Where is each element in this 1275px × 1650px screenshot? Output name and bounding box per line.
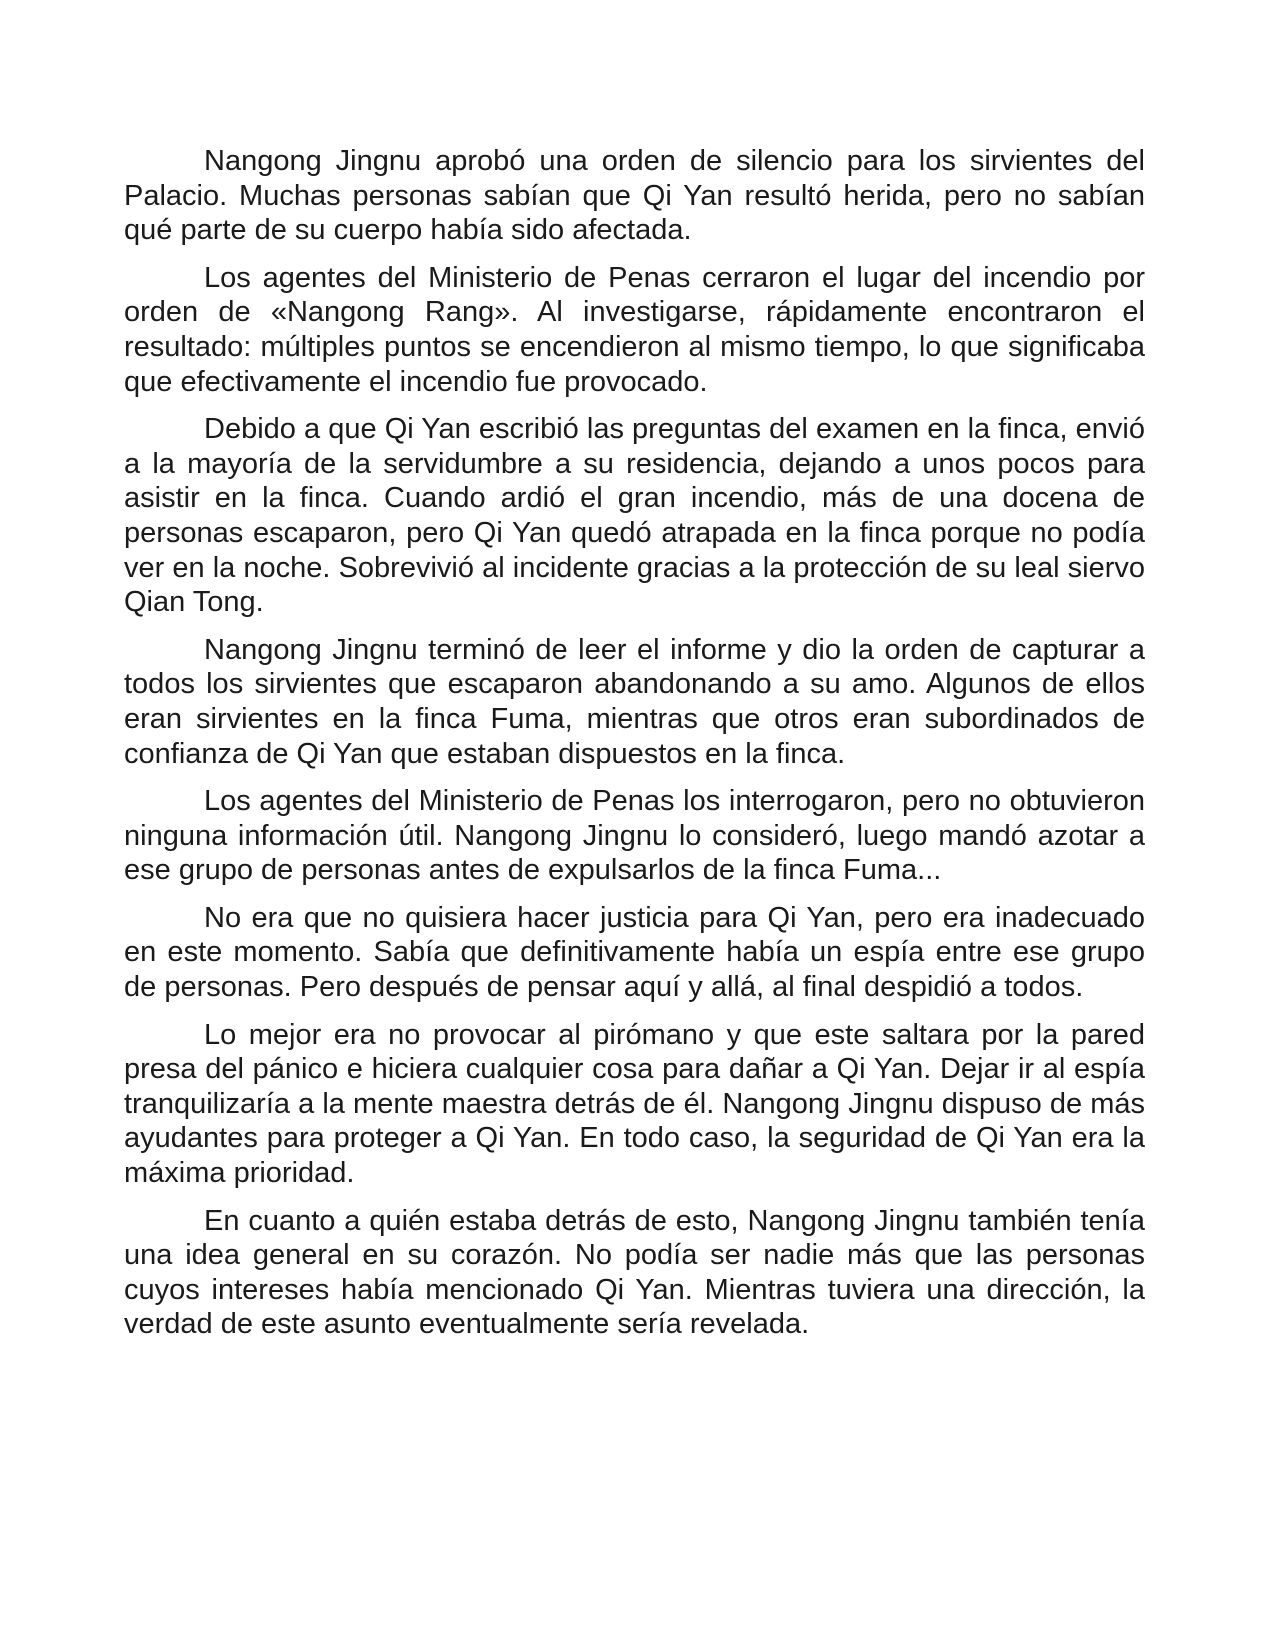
- paragraph-8: En cuanto a quién estaba detrás de esto, Nangong Jingnu también tenía una idea general en su corazón. No podía ser nadie más que las personas cuyos intereses había mencionado Qi Yan. Mientras tuviera una dirección, la verdad de este asunto eventualmente sería revelada.: [124, 1204, 1145, 1341]
- paragraph-7: Lo mejor era no provocar al pirómano y que este saltara por la pared presa del pánico e hiciera cualquier cosa para dañar a Qi Yan. Dejar ir al espía tranquilizaría a la mente maestra detrás de él. Nangong Jingnu dispuso de más ayudantes para proteger a Qi Yan. En todo caso, la seguridad de Qi Yan era la máxima prioridad.: [124, 1018, 1145, 1190]
- paragraph-4: Nangong Jingnu terminó de leer el informe y dio la orden de capturar a todos los sirvientes que escaparon abandonando a su amo. Algunos de ellos eran sirvientes en la finca Fuma, mientras que otros eran subordinados de confianza de Qi Yan que estaban dispuestos en la finca.: [124, 633, 1145, 770]
- paragraph-1: Nangong Jingnu aprobó una orden de silencio para los sirvientes del Palacio. Muchas personas sabían que Qi Yan resultó herida, pero no sabían qué parte de su cuerpo había sido afectada.: [124, 145, 1145, 247]
- paragraph-2: Los agentes del Ministerio de Penas cerraron el lugar del incendio por orden de «Nangong Rang». Al investigarse, rápidamente encontraron el resultado: múltiples puntos se encendieron al mismo tiempo, lo que significaba que efectivamente el incendio fue provocado.: [124, 261, 1145, 398]
- body-text: [124, 144, 1145, 1342]
- paragraph-6: No era que no quisiera hacer justicia para Qi Yan, pero era inadecuado en este momento. Sabía que definitivamente había un espía entre ese grupo de personas. Pero después de pensar aquí y allá, al final despidió a todos.: [124, 901, 1145, 1004]
- paragraph-5: Los agentes del Ministerio de Penas los interrogaron, pero no obtuvieron ninguna información útil. Nangong Jingnu lo consideró, luego mandó azotar a ese grupo de personas antes de expulsarlos de la finca Fuma...: [124, 785, 1145, 887]
- paragraph-3: Debido a que Qi Yan escribió las preguntas del examen en la finca, envió a la mayoría de la servidumbre a su residencia, dejando a unos pocos para asistir en la finca. Cuando ardió el gran incendio, más de una docena de personas escaparon, pero Qi Yan quedó atrapada en la finca porque no podía ver en la noche. Sobrevivió al incidente gracias a la protección de su leal siervo Qian Tong.: [124, 413, 1145, 619]
